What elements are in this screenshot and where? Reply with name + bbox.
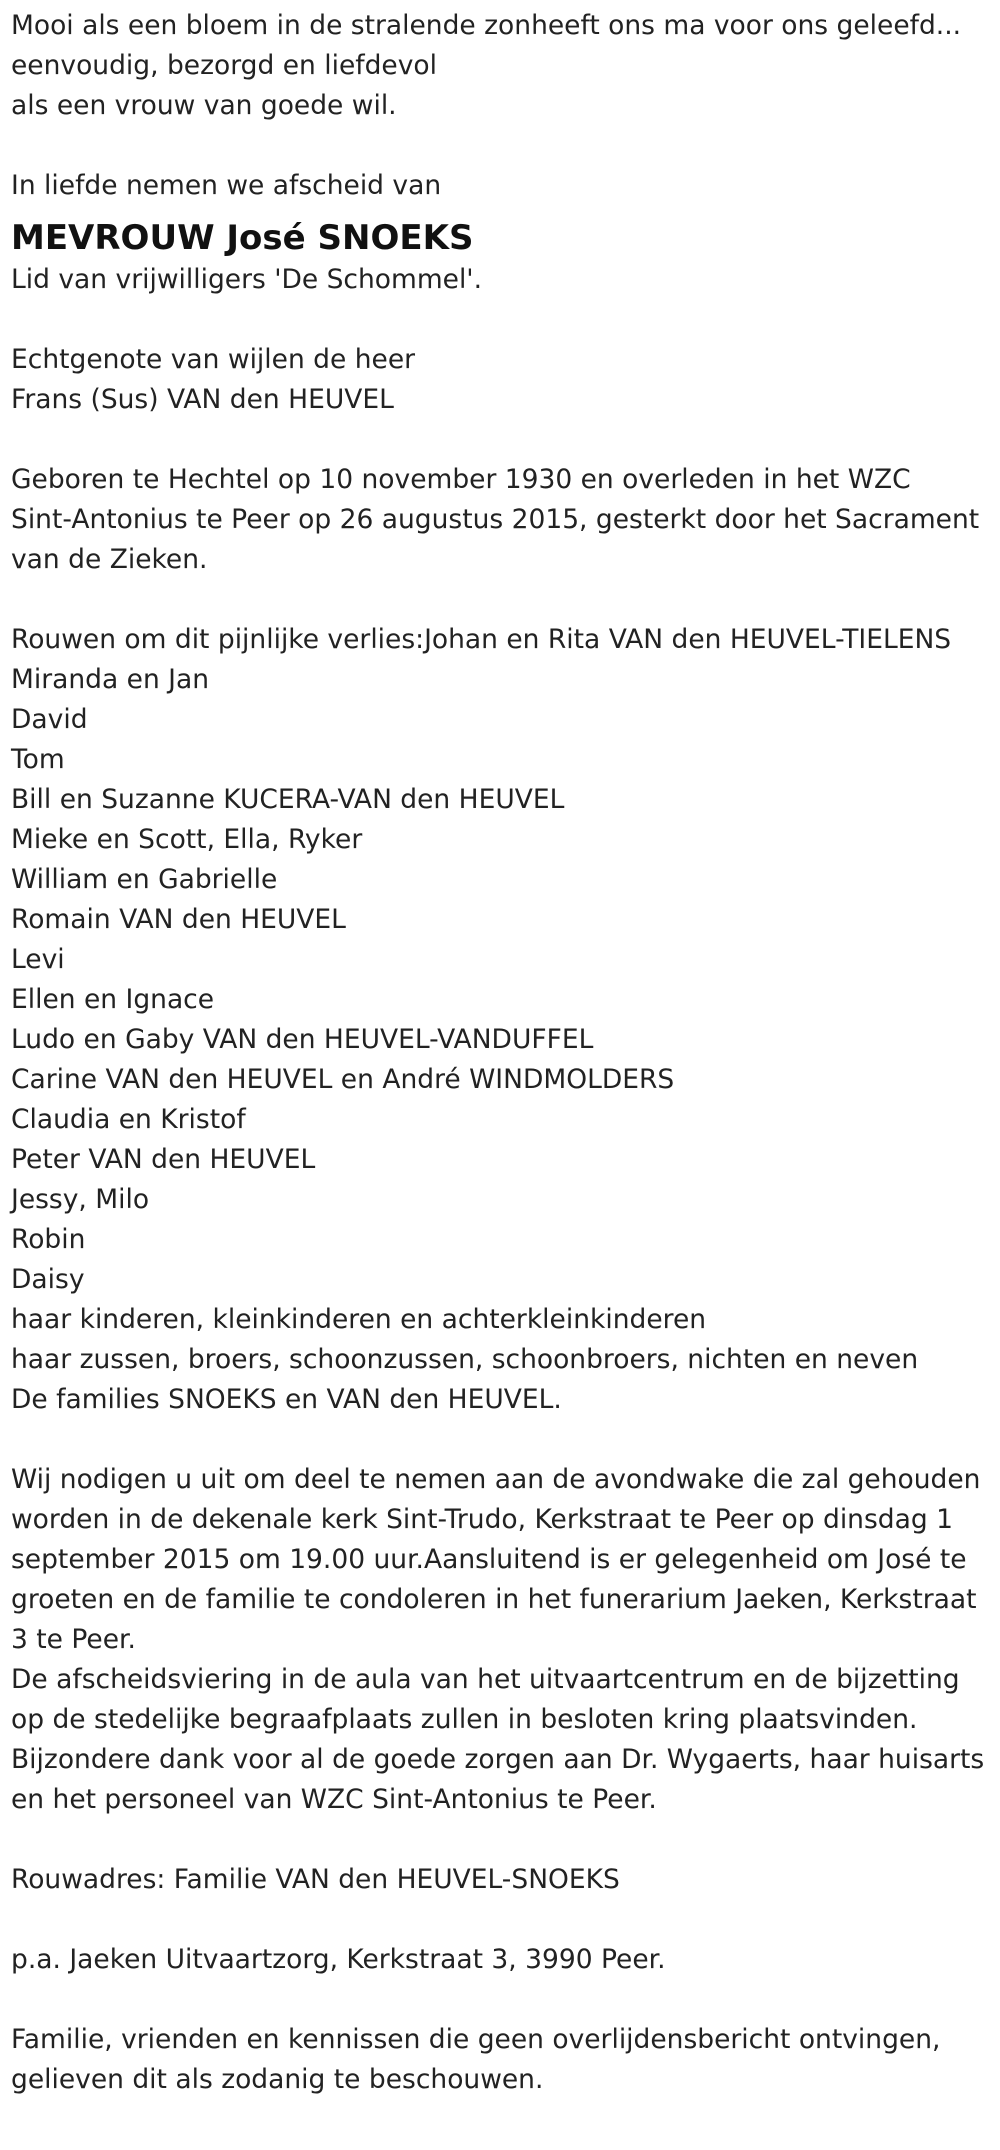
mourner-line: Daisy (11, 1264, 85, 1295)
spacer (11, 1980, 996, 2020)
poem-line: eenvoudig, bezorgd en liefdevol (11, 50, 437, 81)
closing-note (11, 2020, 996, 2100)
mourner-line: Jessy, Milo (11, 1184, 150, 1215)
ceremony-line: 3 te Peer. (11, 1624, 136, 1655)
spouse-name: Frans (Sus) VAN den HEUVEL (11, 384, 394, 415)
mourners-list (11, 620, 996, 1420)
spacer (11, 1420, 996, 1460)
spacer (11, 420, 996, 460)
birth-death-line: van de Zieken. (11, 544, 208, 575)
mourner-line: Carine VAN den HEUVEL en André WINDMOLDERS (11, 1064, 675, 1095)
farewell-text: In liefde nemen we afscheid van (11, 170, 442, 201)
mourner-line: Tom (11, 744, 65, 775)
birth-death-line: Sint-Antonius te Peer op 26 augustus 2015, gesterkt door het Sacrament (11, 504, 980, 535)
mourner-line: Miranda en Jan (11, 664, 210, 695)
mourner-line: Claudia en Kristof (11, 1104, 246, 1135)
spacer (11, 300, 996, 340)
death-notice (11, 6, 996, 2100)
spouse-line: Echtgenote van wijlen de heer (11, 344, 416, 375)
mourner-line: Romain VAN den HEUVEL (11, 904, 346, 935)
deceased-name: MEVROUW José SNOEKS (11, 218, 474, 258)
mourner-line: Levi (11, 944, 65, 975)
ceremony-line: groeten en de familie te condoleren in het funerarium Jaeken, Kerkstraat (11, 1584, 977, 1615)
ceremony-line: september 2015 om 19.00 uur.Aansluitend is er gelegenheid om José te (11, 1544, 967, 1575)
ceremony-line: en het personeel van WZC Sint-Antonius te Peer. (11, 1784, 657, 1815)
mourner-line: William en Gabrielle (11, 864, 278, 895)
ceremony-section (11, 1460, 996, 1820)
ceremony-line: worden in de dekenale kerk Sint-Trudo, Kerkstraat te Peer op dinsdag 1 (11, 1504, 953, 1535)
birth-death-line: Geboren te Hechtel op 10 november 1930 en overleden in het WZC (11, 464, 911, 495)
mourner-line: haar kinderen, kleinkinderen en achterkleinkinderen (11, 1304, 707, 1335)
spouse-section (11, 340, 996, 420)
ceremony-line: Bijzondere dank voor al de goede zorgen aan Dr. Wygaerts, haar huisarts (11, 1744, 985, 1775)
mourner-line: Mieke en Scott, Ella, Ryker (11, 824, 363, 855)
mourner-line: Robin (11, 1224, 86, 1255)
spacer (11, 1900, 996, 1940)
mourner-line: Peter VAN den HEUVEL (11, 1144, 316, 1175)
birth-death-section (11, 460, 996, 580)
mourner-line: De families SNOEKS en VAN den HEUVEL. (11, 1384, 562, 1415)
poem (11, 6, 996, 126)
ceremony-line: De afscheidsviering in de aula van het uitvaartcentrum en de bijzetting (11, 1664, 960, 1695)
spacer (11, 580, 996, 620)
poem-line: Mooi als een bloem in de stralende zonheeft ons ma voor ons geleefd... (11, 10, 962, 41)
spacer (11, 126, 996, 166)
mourner-line: haar zussen, broers, schoonzussen, schoonbroers, nichten en neven (11, 1344, 919, 1375)
care-of-address: p.a. Jaeken Uitvaartzorg, Kerkstraat 3, 3990 Peer. (11, 1944, 666, 1975)
membership-text: Lid van vrijwilligers 'De Schommel'. (11, 264, 483, 295)
mourner-line: Ellen en Ignace (11, 984, 215, 1015)
mourner-line: Bill en Suzanne KUCERA-VAN den HEUVEL (11, 784, 565, 815)
ceremony-line: op de stedelijke begraafplaats zullen in besloten kring plaatsvinden. (11, 1704, 918, 1735)
mourning-address: Rouwadres: Familie VAN den HEUVEL-SNOEKS (11, 1864, 620, 1895)
ceremony-line: Wij nodigen u uit om deel te nemen aan de avondwake die zal gehouden (11, 1464, 981, 1495)
mourner-line: Rouwen om dit pijnlijke verlies:Johan en Rita VAN den HEUVEL-TIELENS (11, 624, 952, 655)
poem-line: als een vrouw van goede wil. (11, 90, 397, 121)
mourner-line: Ludo en Gaby VAN den HEUVEL-VANDUFFEL (11, 1024, 594, 1055)
closing-line: gelieven dit als zodanig te beschouwen. (11, 2064, 544, 2095)
spacer (11, 1820, 996, 1860)
closing-line: Familie, vrienden en kennissen die geen overlijdensbericht ontvingen, (11, 2024, 941, 2055)
mourner-line: David (11, 704, 88, 735)
